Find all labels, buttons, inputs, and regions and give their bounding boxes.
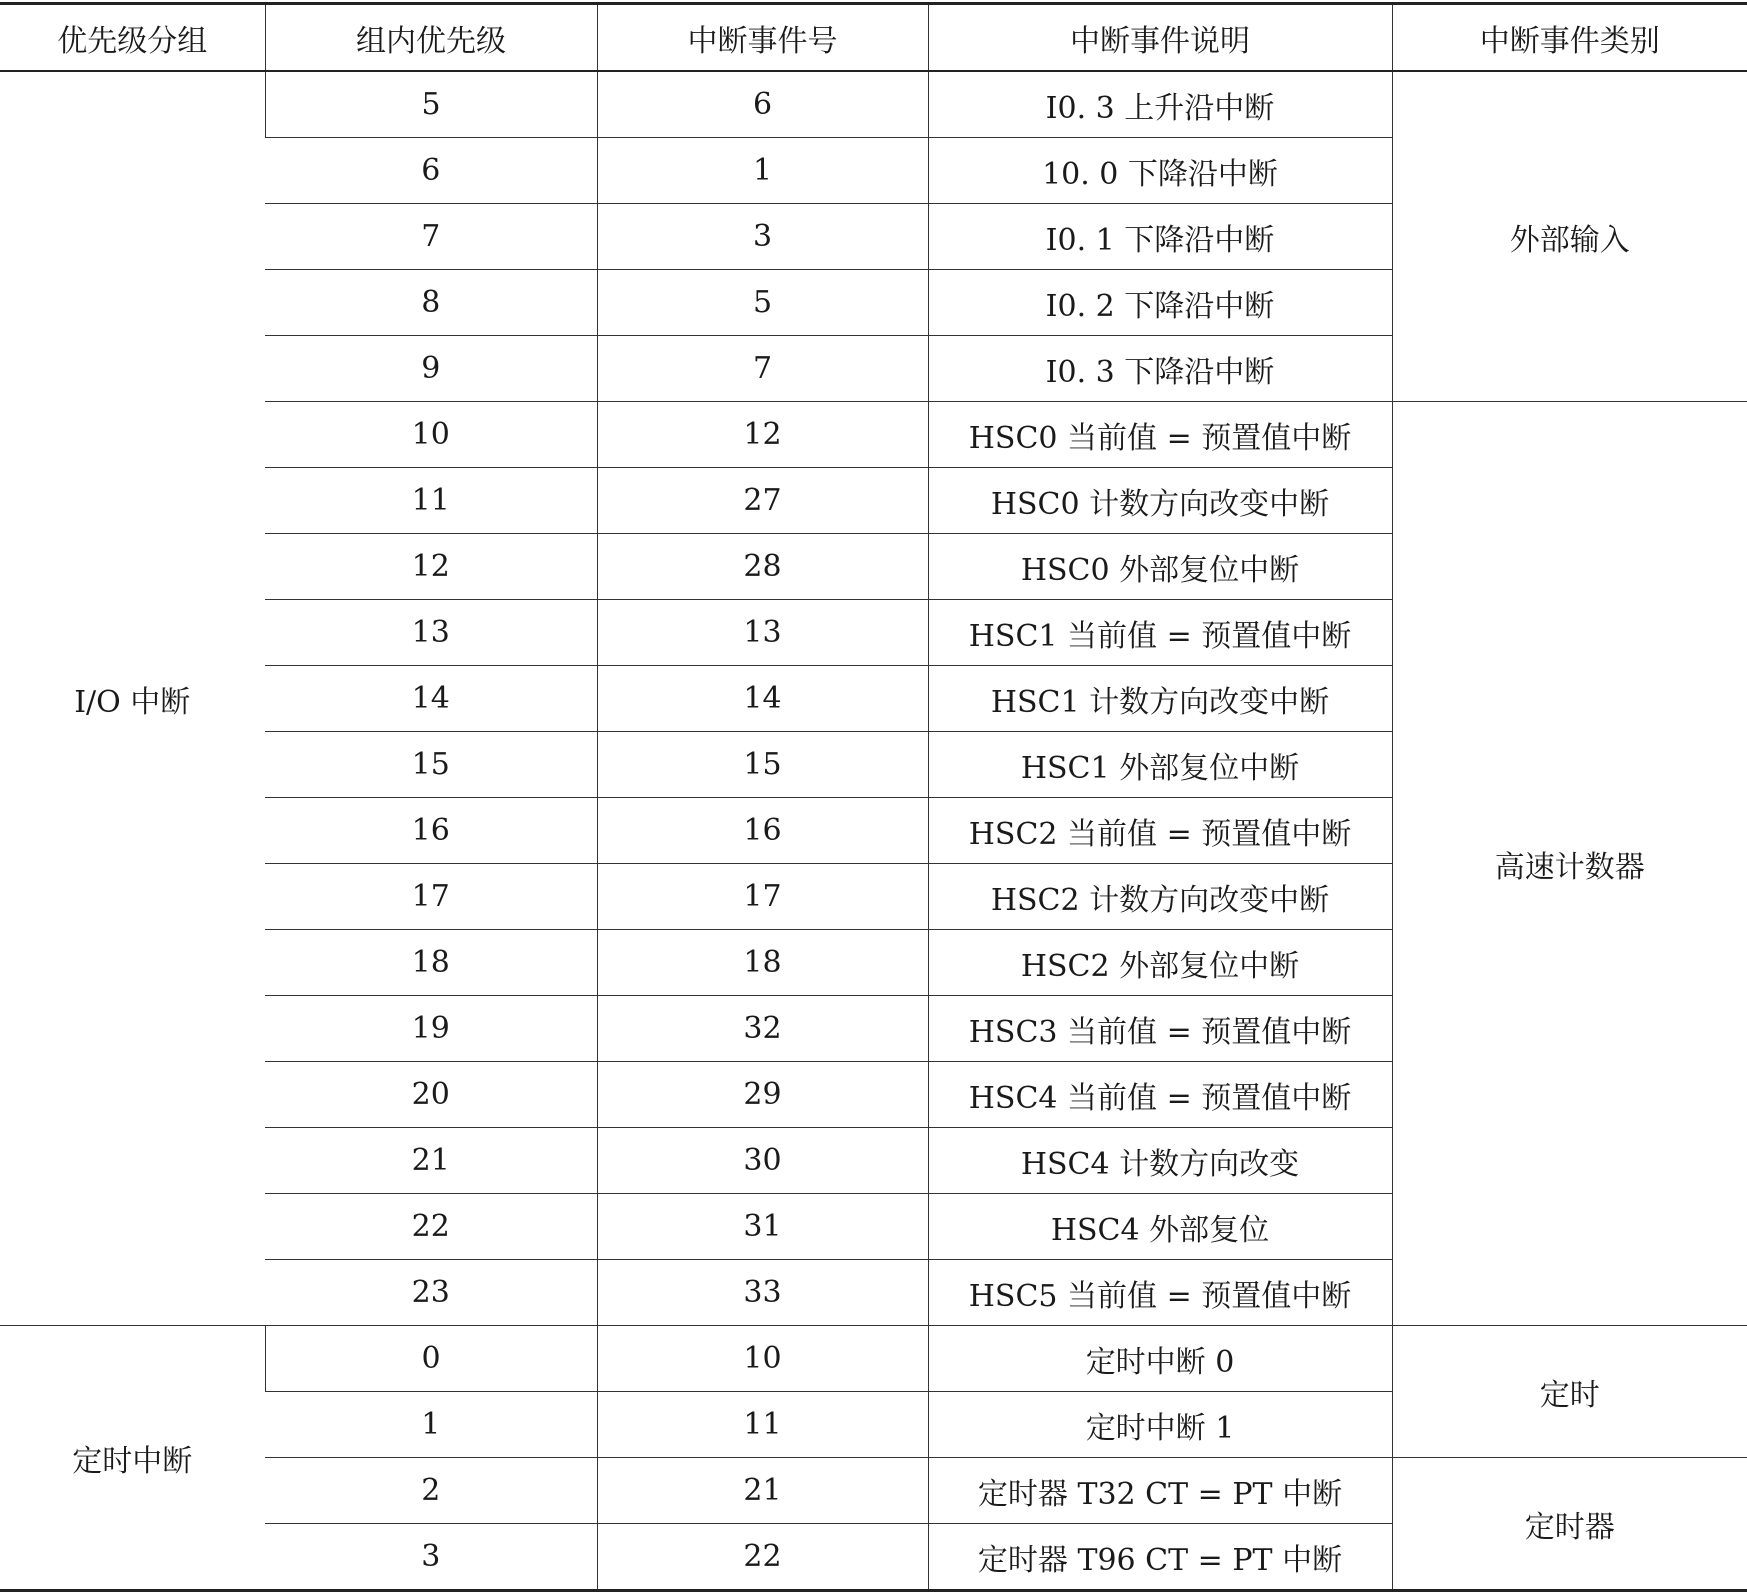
- group-priority-cell: 6: [265, 138, 597, 204]
- group-priority-cell: 17: [265, 864, 597, 930]
- event-description-cell: HSC5 当前值 = 预置值中断: [928, 1260, 1392, 1326]
- event-number-cell: 3: [597, 204, 928, 270]
- event-number-cell: 31: [597, 1194, 928, 1260]
- event-description-cell: HSC0 当前值 = 预置值中断: [928, 402, 1392, 468]
- group-priority-cell: 0: [265, 1326, 597, 1392]
- event-number-cell: 28: [597, 534, 928, 600]
- event-number-cell: 32: [597, 996, 928, 1062]
- header-group-priority: 组内优先级: [265, 4, 597, 72]
- group-priority-cell: 5: [265, 71, 597, 138]
- event-description-cell: I0. 2 下降沿中断: [928, 270, 1392, 336]
- event-category-cell: 高速计数器: [1392, 402, 1747, 1326]
- group-priority-cell: 12: [265, 534, 597, 600]
- event-number-cell: 15: [597, 732, 928, 798]
- event-description-cell: HSC3 当前值 = 预置值中断: [928, 996, 1392, 1062]
- event-number-cell: 22: [597, 1524, 928, 1591]
- event-description-cell: HSC4 当前值 = 预置值中断: [928, 1062, 1392, 1128]
- event-number-cell: 17: [597, 864, 928, 930]
- event-number-cell: 33: [597, 1260, 928, 1326]
- event-description-cell: HSC2 计数方向改变中断: [928, 864, 1392, 930]
- group-priority-cell: 21: [265, 1128, 597, 1194]
- event-description-cell: HSC0 外部复位中断: [928, 534, 1392, 600]
- event-description-cell: HSC0 计数方向改变中断: [928, 468, 1392, 534]
- event-number-cell: 6: [597, 71, 928, 138]
- event-number-cell: 18: [597, 930, 928, 996]
- interrupt-priority-table: [0, 2, 1747, 1592]
- event-number-cell: 12: [597, 402, 928, 468]
- event-category-cell: 外部输入: [1392, 71, 1747, 402]
- event-number-cell: 11: [597, 1392, 928, 1458]
- event-description-cell: HSC2 外部复位中断: [928, 930, 1392, 996]
- event-description-cell: 定时中断 0: [928, 1326, 1392, 1392]
- event-number-cell: 29: [597, 1062, 928, 1128]
- event-description-cell: HSC4 计数方向改变: [928, 1128, 1392, 1194]
- group-priority-cell: 11: [265, 468, 597, 534]
- priority-group-cell: 定时中断: [0, 1326, 265, 1591]
- group-priority-cell: 22: [265, 1194, 597, 1260]
- group-priority-cell: 23: [265, 1260, 597, 1326]
- event-description-cell: HSC2 当前值 = 预置值中断: [928, 798, 1392, 864]
- table-body: [0, 71, 1747, 1591]
- event-description-cell: 定时中断 1: [928, 1392, 1392, 1458]
- event-description-cell: HSC1 计数方向改变中断: [928, 666, 1392, 732]
- group-priority-cell: 16: [265, 798, 597, 864]
- group-priority-cell: 20: [265, 1062, 597, 1128]
- event-description-cell: 10. 0 下降沿中断: [928, 138, 1392, 204]
- event-description-cell: 定时器 T96 CT = PT 中断: [928, 1524, 1392, 1591]
- group-priority-cell: 1: [265, 1392, 597, 1458]
- group-priority-cell: 8: [265, 270, 597, 336]
- header-event-number: 中断事件号: [597, 4, 928, 72]
- group-priority-cell: 9: [265, 336, 597, 402]
- event-description-cell: I0. 3 下降沿中断: [928, 336, 1392, 402]
- event-number-cell: 27: [597, 468, 928, 534]
- table-row: [0, 1326, 1747, 1392]
- group-priority-cell: 19: [265, 996, 597, 1062]
- event-description-cell: I0. 1 下降沿中断: [928, 204, 1392, 270]
- event-category-cell: 定时器: [1392, 1458, 1747, 1591]
- event-number-cell: 16: [597, 798, 928, 864]
- event-description-cell: HSC1 外部复位中断: [928, 732, 1392, 798]
- group-priority-cell: 13: [265, 600, 597, 666]
- event-description-cell: I0. 3 上升沿中断: [928, 71, 1392, 138]
- event-number-cell: 1: [597, 138, 928, 204]
- header-row: [0, 4, 1747, 72]
- event-number-cell: 7: [597, 336, 928, 402]
- event-number-cell: 13: [597, 600, 928, 666]
- event-number-cell: 21: [597, 1458, 928, 1524]
- event-number-cell: 14: [597, 666, 928, 732]
- event-description-cell: HSC1 当前值 = 预置值中断: [928, 600, 1392, 666]
- header-event-category: 中断事件类别: [1392, 4, 1747, 72]
- group-priority-cell: 10: [265, 402, 597, 468]
- event-number-cell: 5: [597, 270, 928, 336]
- event-number-cell: 30: [597, 1128, 928, 1194]
- group-priority-cell: 2: [265, 1458, 597, 1524]
- group-priority-cell: 7: [265, 204, 597, 270]
- event-category-cell: 定时: [1392, 1326, 1747, 1458]
- priority-group-cell: I/O 中断: [0, 71, 265, 1326]
- table-row: [0, 71, 1747, 138]
- table-header: [0, 4, 1747, 72]
- event-description-cell: HSC4 外部复位: [928, 1194, 1392, 1260]
- header-event-description: 中断事件说明: [928, 4, 1392, 72]
- event-number-cell: 10: [597, 1326, 928, 1392]
- group-priority-cell: 14: [265, 666, 597, 732]
- event-description-cell: 定时器 T32 CT = PT 中断: [928, 1458, 1392, 1524]
- group-priority-cell: 15: [265, 732, 597, 798]
- header-priority-group: 优先级分组: [57, 23, 208, 59]
- group-priority-cell: 18: [265, 930, 597, 996]
- group-priority-cell: 3: [265, 1524, 597, 1591]
